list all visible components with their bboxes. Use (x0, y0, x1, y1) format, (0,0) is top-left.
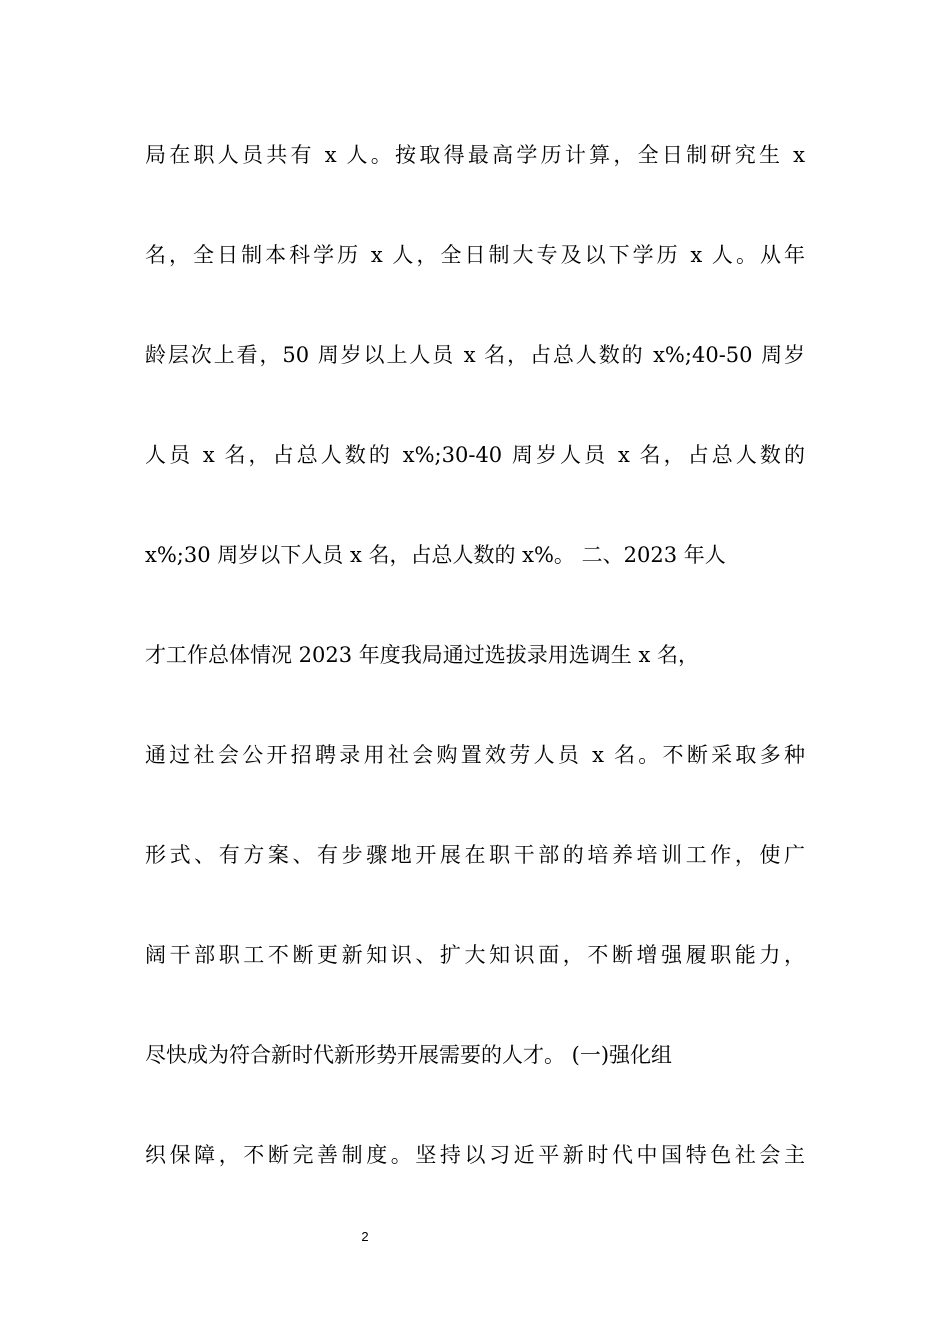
body-text-line: 局在职人员共有 x 人。按取得最高学历计算，全日制研究生 x (145, 143, 805, 167)
body-text-line: 才工作总体情况 2023 年度我局通过选拔录用选调生 x 名， (145, 643, 699, 667)
page-number: 2 (361, 1229, 369, 1244)
body-text-line: 形式、有方案、有步骤地开展在职干部的培养培训工作，使广 (145, 843, 805, 867)
body-text-line: 织保障，不断完善制度。坚持以习近平新时代中国特色社会主 (145, 1143, 805, 1167)
body-text-line: 通过社会公开招聘录用社会购置效劳人员 x 名。不断采取多种 (145, 743, 805, 767)
body-text-line: 龄层次上看，50 周岁以上人员 x 名，占总人数的 x%;40-50 周岁 (145, 343, 805, 367)
body-text-line: x%;30 周岁以下人员 x 名，占总人数的 x%。 二、2023 年人 (145, 543, 726, 567)
body-text-line: 名，全日制本科学历 x 人，全日制大专及以下学历 x 人。从年 (145, 243, 805, 267)
body-text-line: 阔干部职工不断更新知识、扩大知识面，不断增强履职能力， (145, 943, 805, 967)
body-text-line: 尽快成为符合新时代新形势开展需要的人才。 (一)强化组 (145, 1043, 673, 1067)
body-text-line: 人员 x 名，占总人数的 x%;30-40 周岁人员 x 名，占总人数的 (145, 443, 805, 467)
